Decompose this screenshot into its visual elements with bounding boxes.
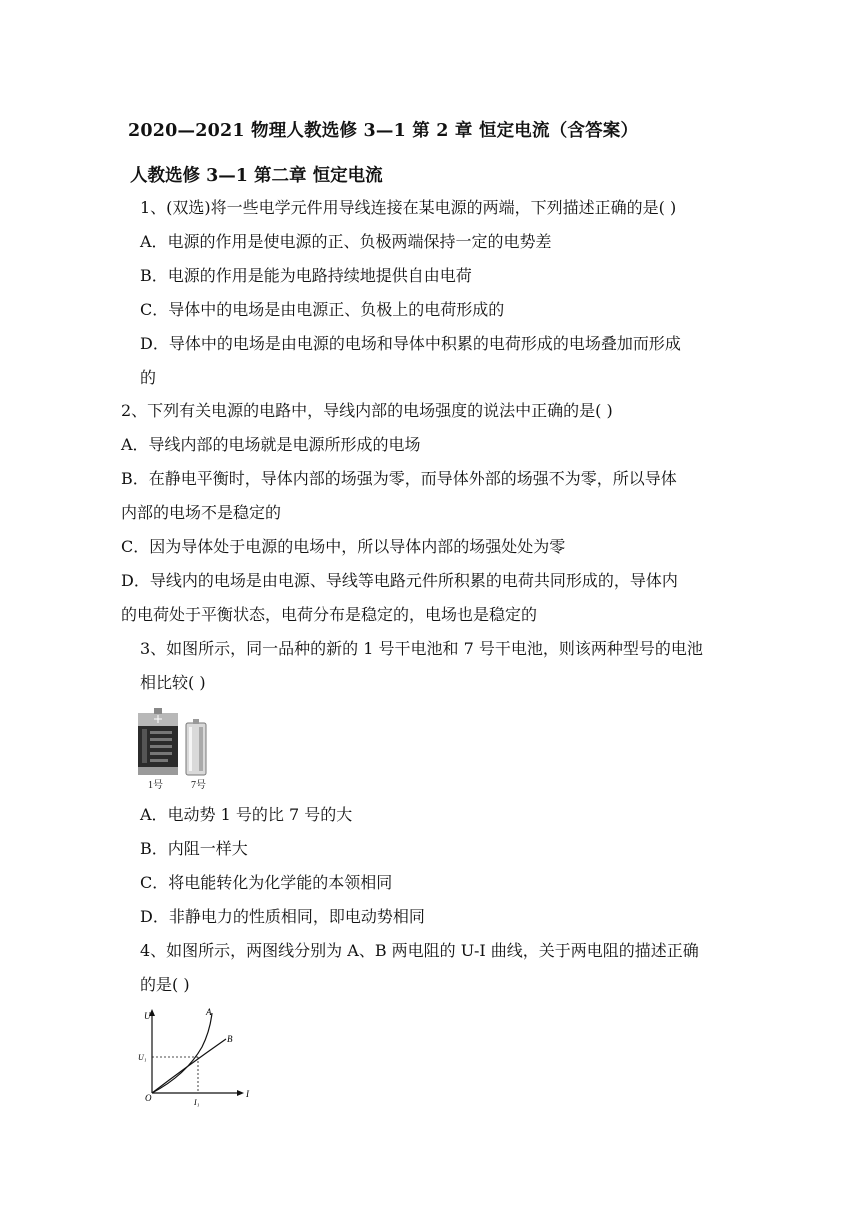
i-axis-arrow [237, 1090, 244, 1096]
document-title: 2020—2021 物理人教选修 3—1 第 2 章 恒定电流（含答案） [128, 121, 639, 141]
question-2-option-b: B．在静电平衡时，导体内部的场强为零，而导体外部的场强不为零，所以导体 [121, 469, 677, 488]
question-3-stem-cont: 相比较( ) [140, 673, 206, 692]
curve-a [152, 1013, 212, 1093]
ui-curve-figure [136, 1005, 256, 1110]
battery-figure [136, 705, 216, 793]
question-1-option-d: D．导体中的电场是由电源的电场和导体中积累的电荷形成的电场叠加而形成 [140, 334, 681, 353]
question-3-option-b: B．内阻一样大 [140, 839, 248, 858]
question-2-option-d-cont: 的电荷处于平衡状态，电荷分布是稳定的，电场也是稳定的 [121, 605, 538, 624]
curve-a-label: A [206, 1007, 212, 1017]
question-1-option-a: A．电源的作用是使电源的正、负极两端保持一定的电势差 [140, 232, 552, 251]
question-1-option-b: B．电源的作用是能为电路持续地提供自由电荷 [140, 266, 472, 285]
i1-label: I₁ [194, 1098, 200, 1107]
curve-b-label: B [227, 1034, 233, 1044]
question-1-option-c: C．导体中的电场是由电源正、负极上的电荷形成的 [140, 300, 505, 319]
origin-label: O [145, 1093, 152, 1103]
question-3-option-d: D．非静电力的性质相同，即电动势相同 [140, 907, 425, 926]
u1-label: U₁ [138, 1053, 147, 1062]
question-1-stem: 1、(双选)将一些电学元件用导线连接在某电源的两端，下列描述正确的是( ) [140, 198, 677, 217]
question-1-option-d-cont: 的 [140, 368, 157, 387]
u-axis-label: U [144, 1011, 151, 1021]
battery-1-terminal [154, 708, 162, 714]
battery-1-caption: 1号 [148, 780, 163, 791]
i-axis-label: I [246, 1089, 249, 1099]
battery-7-terminal [193, 719, 199, 724]
question-2-option-c: C．因为导体处于电源的电场中，所以导体内部的场强处处为零 [121, 537, 566, 556]
question-3-option-c: C．将电能转化为化学能的本领相同 [140, 873, 393, 892]
question-2-option-a: A．导线内部的电场就是电源所形成的电场 [121, 435, 421, 454]
question-2-stem: 2、下列有关电源的电路中，导线内部的电场强度的说法中正确的是( ) [121, 401, 613, 420]
question-4-stem-cont: 的是( ) [140, 975, 190, 994]
battery-7-caption: 7号 [191, 780, 206, 791]
question-2-option-d: D．导线内的电场是由电源、导线等电路元件所积累的电荷共同形成的，导体内 [121, 571, 678, 590]
question-3-option-a: A．电动势 1 号的比 7 号的大 [140, 805, 353, 824]
question-3-stem: 3、如图所示，同一品种的新的 1 号干电池和 7 号干电池，则该两种型号的电池 [140, 639, 703, 658]
curve-b [152, 1039, 226, 1093]
question-4-stem: 4、如图所示，两图线分别为 A、B 两电阻的 U-I 曲线，关于两电阻的描述正确 [140, 941, 699, 960]
question-2-option-b-cont: 内部的电场不是稳定的 [121, 503, 282, 522]
section-heading: 人教选修 3—1 第二章 恒定电流 [130, 166, 383, 186]
